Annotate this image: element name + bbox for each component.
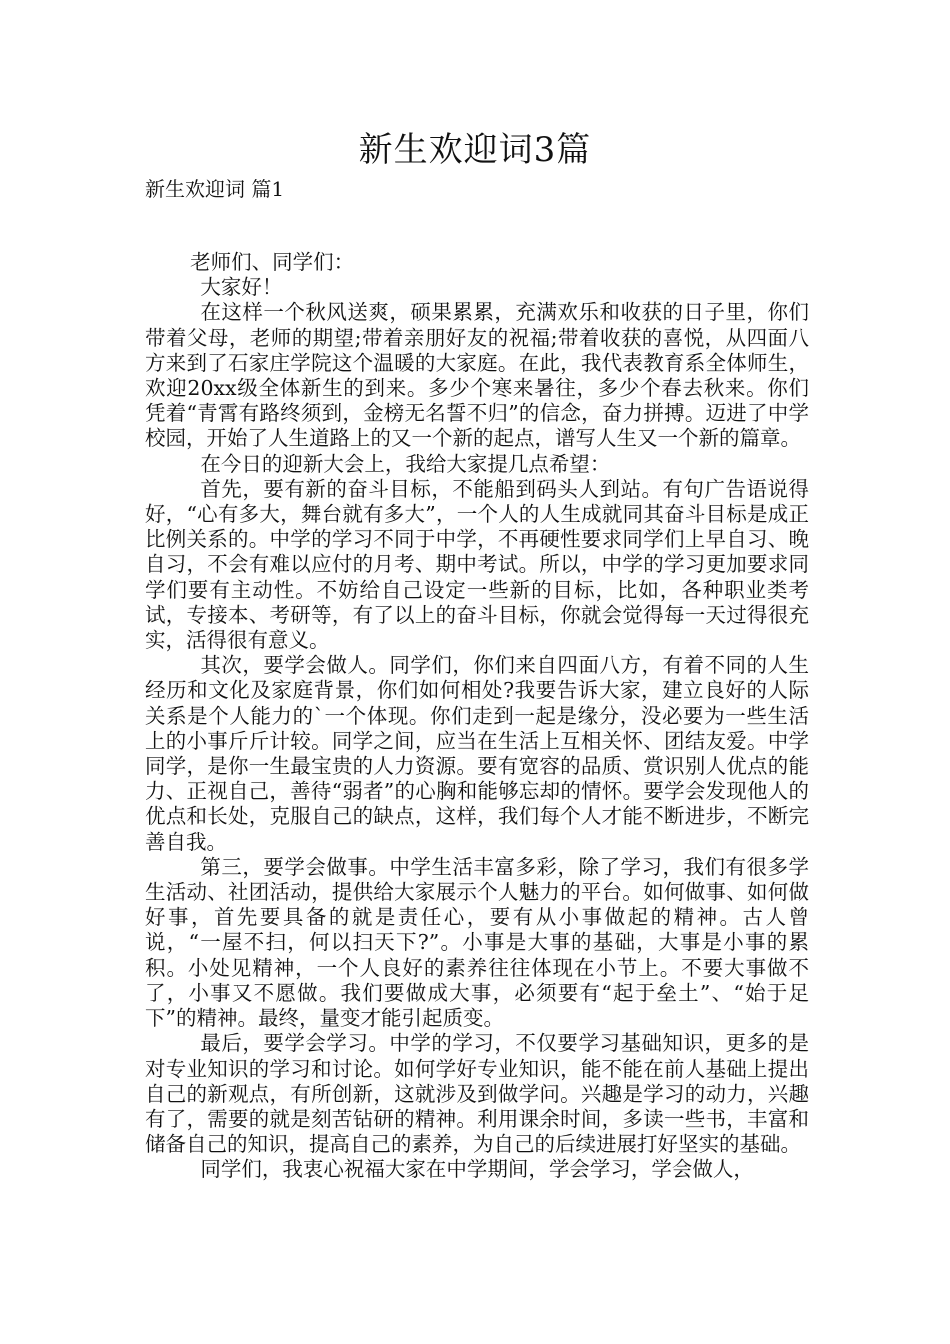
body-paragraph-3: 首先，要有新的奋斗目标，不能船到码头人到站。有句广告语说得好，“心有多大，舞台就有多大”，一个人的人生成就同其奋斗目标是成正比例关系的。中学的学习不同于中学，不再硬性要求同学们上早自习、晚自习，不会有难以应付的月考、期中考试。所以，中学的学习更加要求同学们要有主动性。不妨给自己设定一些新的目标，比如，各种职业类考试，专接本、考研等，有了以上的奋斗目标，你就会觉得每一天过得很充实，活得很有意义。 — [145, 476, 809, 653]
body-paragraph-6: 最后，要学会学习。中学的学习，不仅要学习基础知识，更多的是对专业知识的学习和讨论。如何学好专业知识，能不能在前人基础上提出自己的新观点，有所创新，这就涉及到做学问。兴趣是学习的动力，兴趣有了，需要的就是刻苦钻研的精神。利用课余时间，多读一些书，丰富和储备自己的知识，提高自己的素养，为自己的后续进展打好坚实的基础。 — [145, 1031, 809, 1157]
body-paragraph-4: 其次，要学会做人。同学们，你们来自四面八方，有着不同的人生经历和文化及家庭背景，你们如何相处?我要告诉大家，建立良好的人际关系是个人能力的`一个体现。你们走到一起是缘分，没必要为一些生活上的小事斤斤计较。同学之间，应当在生活上互相关怀、团结友爱。中学同学，是你一生最宝贵的人力资源。要有宽容的品质、赏识别人优点的能力、正视自己，善待“弱者”的心胸和能够忘却的情怀。要学会发现他人的优点和长处，克服自己的缺点，这样，我们每个人才能不断进步，不断完善自我。 — [145, 653, 809, 854]
document-title: 新生欢迎词3篇 — [358, 130, 592, 170]
body-paragraph-7: 同学们，我衷心祝福大家在中学期间，学会学习，学会做人， — [200, 1157, 754, 1182]
body-paragraph-1: 在这样一个秋风送爽，硕果累累，充满欢乐和收获的日子里，你们带着父母，老师的期望;带着亲朋好友的祝福;带着收获的喜悦，从四面八方来到了石家庄学院这个温暖的大家庭。在此，我代表教育系全体师生，欢迎20xx级全体新生的到来。多少个寒来暑往，多少个春去秋来。你们凭着“青霄有路终须到，金榜无名誓不归”的信念，奋力拼搏。迈进了中学校园，开始了人生道路上的又一个新的起点，谱写人生又一个新的篇章。 — [145, 300, 809, 451]
salutation-paragraph: 老师们、同学们： — [190, 250, 355, 274]
section-heading: 新生欢迎词 篇1 — [145, 177, 285, 201]
body-paragraph-5: 第三，要学会做事。中学生活丰富多彩，除了学习，我们有很多学生活动、社团活动，提供给大家展示个人魅力的平台。如何做事、如何做好事，首先要具备的就是责任心，要有从小事做起的精神。古人曾说，“一屋不扫，何以扫天下?”。小事是大事的基础，大事是小事的累积。小处见精神，一个人良好的素养往往体现在小节上。不要大事做不了，小事又不愿做。我们要做成大事，必须要有“起于垒土”、“始于足下”的精神。最终，量变才能引起质变。 — [145, 854, 809, 1031]
body-paragraph-2: 在今日的迎新大会上，我给大家提几点希望： — [200, 451, 611, 476]
document-body — [145, 250, 809, 1183]
greeting-paragraph: 大家好！ — [200, 275, 283, 300]
